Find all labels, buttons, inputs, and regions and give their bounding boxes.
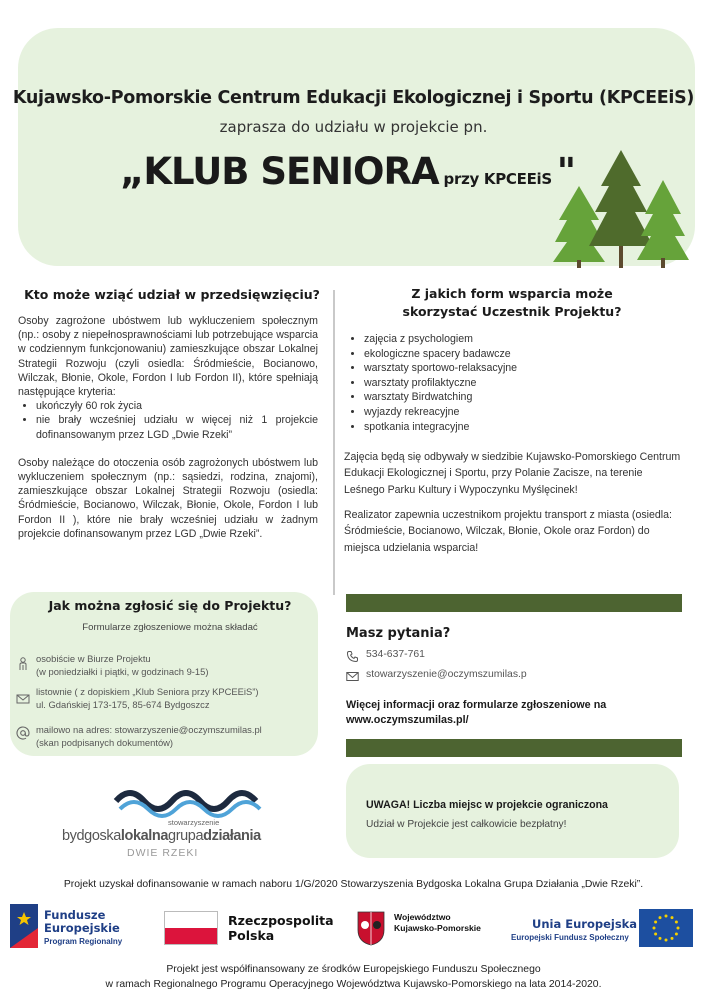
european-funds-logo-text <box>44 909 120 935</box>
lgd-word: bydgoska <box>62 828 121 844</box>
lgd-word: lokalna <box>120 828 169 844</box>
warning-panel <box>346 764 679 858</box>
support-location-para: Zajęcia będą się odbywały w siedzibie Kujawsko-Pomorskiego Centrum Edukacji Ekologicznej i Sportu, przy Polanie Zacisze, na terenie Leśnego Parku Kultury i Wypoczynku Myślęcinek! <box>344 451 681 496</box>
pine-tree-left <box>553 186 605 268</box>
eligibility-para-1: Osoby zagrożone ubóstwem lub wykluczeniem społecznym (np.: osoby z niepełnosprawnościami lub potrzebujące wsparcia w codziennym funkcjonowaniu) zamieszkujące obszar Lokalnej Strategii Rozwoju (czyli osiedla: Śródmieście, Bocianowo, Wilczak, Błonie, Okole, Fordon I lub Fordon II), które spełniają następujące kryteria: <box>18 315 318 399</box>
list-item: • warsztaty sportowo-relaksacyjne <box>364 361 670 376</box>
person-icon <box>16 657 30 671</box>
support-forms-list <box>350 332 670 434</box>
footer-line: Projekt jest współfinansowany ze środków Europejskiego Funduszu Społecznego <box>166 964 541 975</box>
list-item: • zajęcia z psychologiem <box>364 332 670 347</box>
apply-option-line: ul. Gdańskiej 173-175, 85-674 Bydgoszcz <box>36 699 210 710</box>
lgd-word: grupa <box>168 828 204 844</box>
list-item: • warsztaty profilaktyczne <box>364 376 670 391</box>
questions-heading: Masz pytania? <box>346 626 451 641</box>
logo-text-line: Polska <box>228 928 275 943</box>
eu-text: Unia Europejska <box>532 917 638 931</box>
republic-of-poland-text <box>228 913 334 943</box>
phone-icon <box>346 650 359 663</box>
apply-option-line: listownie ( z dopiskiem „Klub Seniora przy KPCEEiS”) <box>36 686 259 697</box>
apply-option-by-email <box>36 723 316 749</box>
voivodeship-text <box>394 912 481 934</box>
funding-note: Projekt uzyskał dofinansowanie w ramach naboru 1/G/2020 Stowarzyszenia Bydgoska Lokalna Grupa Działania „Dwie Rzeki”. <box>63 879 644 890</box>
lgd-logo-name <box>62 828 261 844</box>
more-info-text: Więcej informacji oraz formularze zgłoszeniowe na <box>346 699 607 711</box>
logo-text-line: Europejskie <box>44 921 120 935</box>
envelope-icon <box>346 670 359 683</box>
polish-flag-icon <box>164 911 218 945</box>
club-title-main: „KLUB SENIORA <box>120 150 439 193</box>
warning-text: Udział w Projekcie jest całkowicie bezpłatny! <box>366 819 567 830</box>
lgd-word: działania <box>203 828 261 844</box>
footer-cofinancing-note <box>0 962 707 992</box>
logo-text-line: Fundusze <box>44 908 106 922</box>
club-title-quote: " <box>556 150 576 193</box>
website-link[interactable]: www.oczymszumilas.pl/ <box>346 714 469 726</box>
club-title-suffix: przy KPCEEiS <box>438 170 557 188</box>
apply-option-line: (w poniedziałki i piątki, w godzinach 9-15) <box>36 666 209 677</box>
voivodeship-crest-icon <box>356 910 386 946</box>
european-funds-program: Program Regionalny <box>44 937 123 946</box>
support-transport-para: Realizator zapewnia uczestnikom projektu transport z miasta (osiedla: Śródmieście, Bocianowo, Wilczak, Błonie, Okole oraz Fordon) do miejsca udzielania wsparcia! <box>344 509 672 554</box>
pine-tree-right <box>637 180 689 268</box>
lgd-logo-caption: stowarzyszenie <box>168 818 220 827</box>
support-heading <box>352 285 672 321</box>
logo-text-line: Rzeczpospolita <box>228 913 334 928</box>
list-item: • spotkania integracyjne <box>364 420 670 435</box>
org-title: Kujawsko-Pomorskie Centrum Edukacji Ekologicznej i Sportu (KPCEEiS) <box>12 88 695 108</box>
lgd-logo-subtitle: DWIE RZEKI <box>127 847 199 859</box>
logo-text-line: Kujawsko-Pomorskie <box>394 923 481 933</box>
european-funds-logo-icon <box>10 904 38 948</box>
list-item: • ukończyły 60 rok życia <box>36 399 318 413</box>
support-heading-line-2: skorzystać Uczestnik Projektu? <box>402 304 622 319</box>
logo-text-line: Województwo <box>394 912 451 922</box>
apply-option-in-person <box>36 652 316 678</box>
list-item: • wyjazdy rekreacyjne <box>364 405 670 420</box>
list-item: • nie brały wcześniej udziału w więcej niż 1 projekcie dofinansowanym przez LGD „Dwie Rzeki” <box>36 413 318 441</box>
apply-option-line: (skan podpisanych dokumentów) <box>36 737 174 748</box>
list-item: • warsztaty Birdwatching <box>364 390 670 405</box>
footer-line: w ramach Regionalnego Programu Operacyjnego Województwa Kujawsko-Pomorskiego na lata 2014-2020. <box>105 979 602 990</box>
esf-text: Europejski Fundusz Społeczny <box>511 933 629 942</box>
decorative-bar-bottom <box>346 739 682 757</box>
at-sign-icon <box>16 726 30 740</box>
list-item: • ekologiczne spacery badawcze <box>364 347 670 362</box>
apply-subheading: Formularze zgłoszeniowe można składać <box>82 622 258 633</box>
warning-title: UWAGA! Liczba miejsc w projekcie ograniczona <box>366 799 608 811</box>
eligibility-heading: Kto może wziąć udział w przedsięwzięciu? <box>24 287 320 302</box>
more-info <box>346 698 666 728</box>
apply-option-line: osobiście w Biurze Projektu <box>36 653 151 664</box>
invite-text: zaprasza do udziału w projekcie pn. <box>219 118 488 136</box>
eligibility-para-2: Osoby należące do otoczenia osób zagrożonych ubóstwem lub wykluczeniem społecznym (np.: sąsiedzi, rodzina, znajomi), zamieszkujące obszar Lokalnej Strategii Rozwoju (osiedla: Śródmieście, Bocianowo, Wilczak, Błonie, Okole, Fordon I lub Fordon II ), które nie brały wcześniej udziału w żadnym projekcie dofinansowanym przez LGD „Dwie Rzeki”. <box>18 456 318 540</box>
contact-phone[interactable]: 534-637-761 <box>366 649 425 660</box>
envelope-icon <box>16 692 30 706</box>
apply-option-by-mail <box>36 685 316 711</box>
pine-trees-illustration <box>551 150 691 268</box>
column-divider <box>333 290 335 595</box>
eligibility-criteria-list <box>18 399 318 442</box>
decorative-bar-top <box>346 594 682 612</box>
club-title <box>120 150 575 193</box>
eligibility-body <box>18 314 318 541</box>
apply-option-line: mailowo na adres: stowarzyszenie@oczymszumilas.pl <box>36 724 262 735</box>
apply-heading: Jak można zgłosić się do Projektu? <box>48 598 292 613</box>
contact-email[interactable]: stowarzyszenie@oczymszumilas.p <box>366 669 527 680</box>
lgd-waves-logo <box>110 783 270 821</box>
support-heading-line-1: Z jakich form wsparcia może <box>411 286 613 301</box>
eu-flag-icon <box>639 909 693 947</box>
